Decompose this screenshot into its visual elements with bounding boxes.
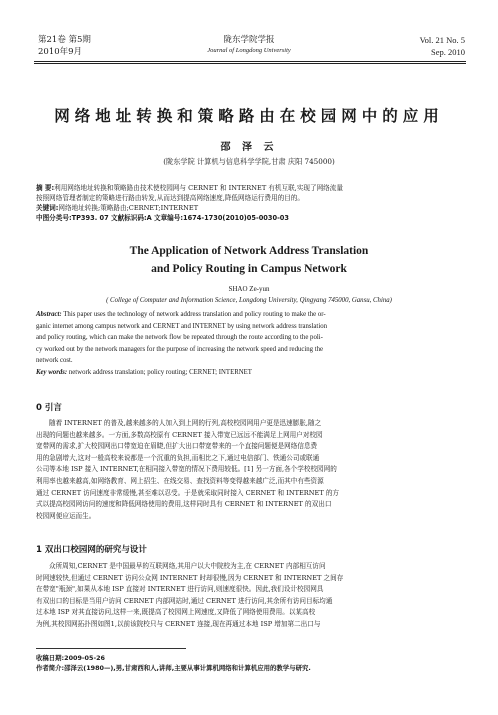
section-1-line: 过本地 ISP 对其直接访问,这样一来,既提高了校园网上网速度,又降低了网络使用费用。以某高校: [36, 608, 316, 617]
footnote-rule: [36, 648, 186, 649]
footnote-received: 收稿日期:2009-05-26: [36, 654, 105, 662]
abstract-cn-label: 摘 要:: [36, 184, 55, 192]
abstract-cn-text-2: 按照网络管理者制定的策略进行路由转发,从而达到提高网络速度,降低网络运行费用的目的。: [36, 194, 304, 202]
header-rule: [34, 61, 466, 62]
keywords-cn: 网络地址转换;策略路由;CERNET;INTERNET: [58, 204, 199, 212]
paper-author: 邵 泽 云: [220, 142, 278, 153]
abstract-cn: [36, 183, 464, 223]
section-1-body: [36, 561, 464, 631]
section-0-line: 宽带网的需求,扩大校园网出口带宽迫在眉睫,但扩大出口带宽带来的一个直接问题便是网络信息费: [36, 442, 318, 451]
section-0-line: 随着 INTERNET 的普及,越来越多的人加入到上网的行列,高校校园网用户更是迅速膨胀,随之: [49, 419, 322, 427]
section-0-line: 用的急剧增大,这对一般高校来说都是一个沉重的负担,而相比之下,通过电信部门、铁通公司或联通: [36, 453, 320, 462]
header-journal-cn: 陇东学院学报: [223, 35, 275, 45]
paper-title: 网络地址转换和策略路由在校园网中的应用: [54, 106, 444, 125]
abstract-en: [36, 309, 464, 378]
abstract-en-line-4: cy worked out by the network managers for the purpose of increasing the network speed and reducing the: [36, 345, 324, 353]
footnote-author-bio: 作者简介:邵泽云(1980—),男,甘肃西和人,讲师,主要从事计算机网络和计算机应用的教学与研究.: [36, 664, 311, 672]
keywords-en-label: Key words:: [36, 368, 68, 376]
section-0-line: 通过 CERNET 访问速度非常缓慢,甚至难以忍受。于是就采取同时接入 CERNET 和 INTERNET 的方: [36, 488, 340, 497]
section-0-body: [36, 418, 464, 522]
section-1-line: 众所周知,CERNET 是中国最早的互联网络,其用户以大中院校为主,在 CERNET 内部相互访问: [49, 562, 326, 570]
section-0-heading: 0 引言: [36, 403, 62, 413]
abstract-en-line-3: and policy routing, which can make the network flow be repeated through the route according to the poli-: [36, 334, 323, 341]
header-date-en: Sep. 2010: [431, 47, 465, 57]
section-1-line: 在带宽"瓶颈",如果从本地 ISP 直接对 INTERNET 进行访问,则速度很快。因此,我们设计校园网具: [36, 585, 324, 594]
section-1-line: 有双出口的目标是当用户访问 CERNET 内部网站时,通过 CERNET 进行访问,其余所有访问目标均通: [36, 596, 333, 605]
classification-meta: 中图分类号:TP393. 07 文献标识码:A 文章编号:1674-1730(2010)05-0030-03: [36, 214, 289, 222]
keywords-cn-label: 关键词:: [36, 204, 59, 212]
section-0-line: 利用率也越来越高,如网络教育、网上招生、在线交易、查找资料等变得越来越广泛,而其中有些资源: [36, 476, 324, 485]
english-author: SHAO Ze-yun: [228, 285, 270, 293]
section-1-line: 时网速较快,但通过 CERNET 访问公众网 INTERNET 时却很慢,因为 CERNET 和 INTERNET 之间存: [36, 573, 344, 582]
section-0-line: 校园网便应运而生。: [36, 511, 96, 520]
keywords-en: network address translation; policy routing; CERNET; INTERNET: [67, 368, 252, 376]
english-title-2: and Policy Routing in Campus Network: [151, 263, 347, 275]
footnote: [36, 653, 464, 673]
header-journal-en: Journal of Longdong University: [207, 47, 291, 54]
abstract-en-label: Abstract:: [36, 311, 62, 318]
english-title-1: The Application of Network Address Translation: [129, 245, 369, 257]
paper-affiliation: (陇东学院 计算机与信息科学学院,甘肃 庆阳 745000): [163, 157, 335, 166]
header-rule-2: [34, 63, 466, 64]
section-0-line: 公司等本地 ISP 接入 INTERNET,在相同接入带宽的情况下费用较低。[1] 另一方面,各个学校校园网的: [36, 465, 337, 474]
section-0-line: 出现的问题也越来越多。一方面,多数高校原有 CERNET 接入带宽已远远不能满足上网用户对校园: [36, 430, 323, 439]
header-volume: 第21卷 第5期: [38, 35, 91, 45]
abstract-en-line-2: ganic internet among campus network and CERNET and INTERNET by using network address translation: [36, 322, 328, 330]
section-0-line: 式以提高校园网访问的速度和降低网络使用的费用,这样同时具有 CERNET 和 INTERNET 的双出口: [36, 500, 332, 509]
section-1-line: 为例,其校园网拓扑图如图1,以前该院校只与 CERNET 连接,现在再通过本地 ISP 增加第二出口与: [36, 619, 321, 628]
header-date: 2010年9月: [38, 47, 83, 57]
section-1-heading: 1 双出口校园网的研究与设计: [36, 545, 147, 555]
abstract-cn-text-1: 利用网络地址转换和策略路由技术使校园网与 CERNET 和 INTERNET 有机互联,实现了网络流量: [54, 184, 343, 192]
english-affiliation: ( College of Computer and Information Science, Longdong University, Qingyang 745000, Gansu, China): [106, 297, 392, 304]
abstract-en-line-5: network cost.: [36, 357, 73, 364]
header-vol-en: Vol. 21 No. 5: [419, 35, 465, 45]
abstract-en-line-1: This paper uses the technology of network address translation and policy routing to make the or-: [61, 311, 326, 318]
